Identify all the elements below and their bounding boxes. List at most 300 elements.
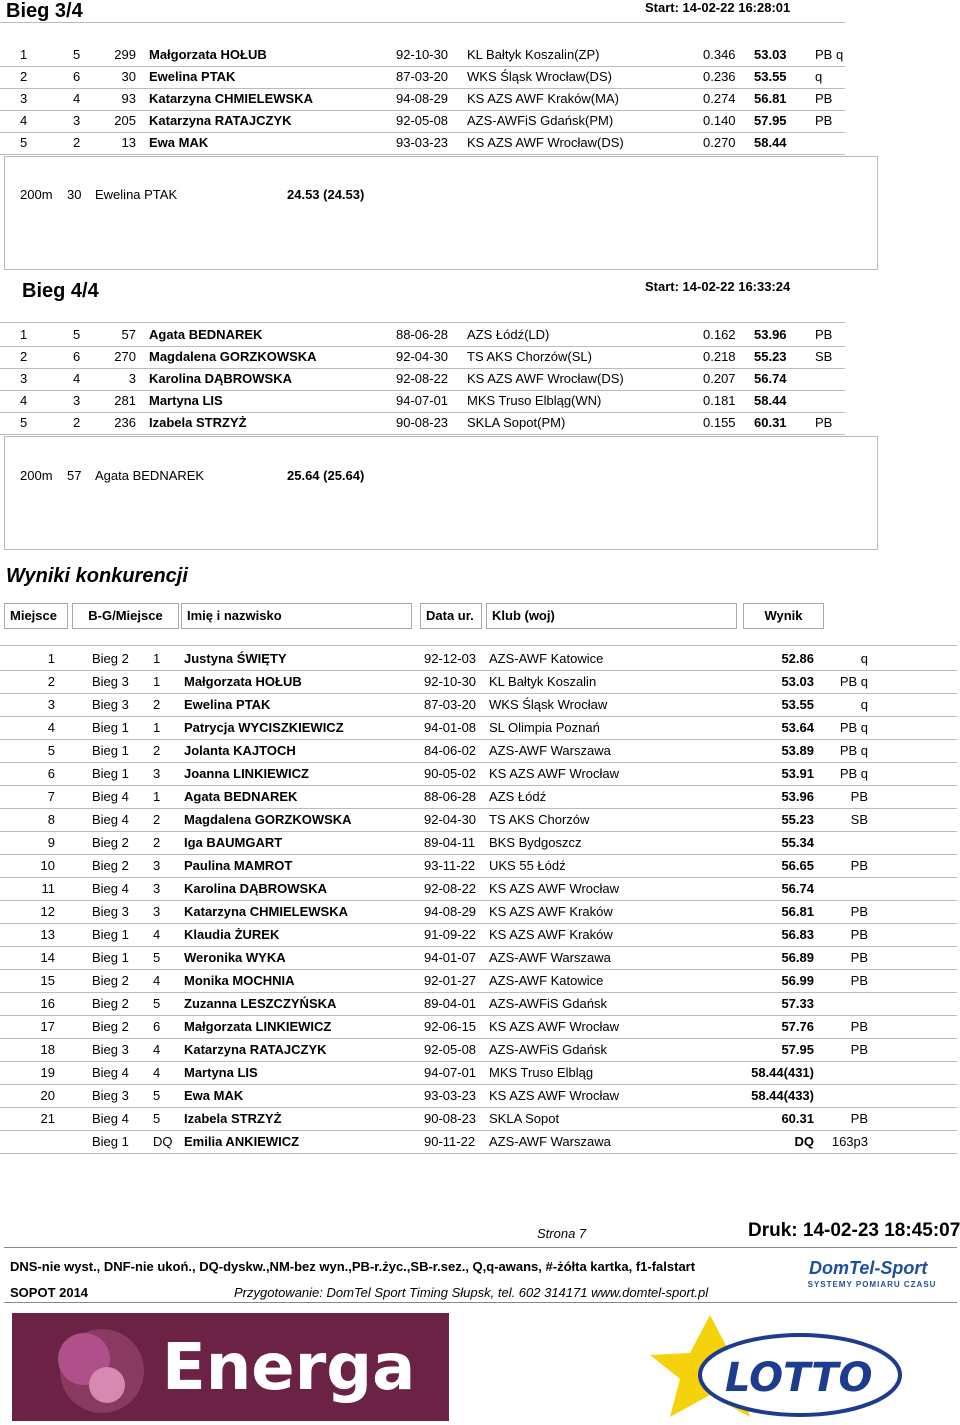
- result-cell-note: PB: [850, 927, 868, 942]
- heat-cell-place: 5: [20, 135, 28, 150]
- result-cell-place: 13: [40, 927, 55, 942]
- result-cell-heat: Bieg 2: [92, 1019, 129, 1034]
- heat-cell-result: 60.31: [754, 415, 787, 430]
- heat-cell-dob: 90-08-23: [396, 415, 449, 430]
- heat-cell-dob: 87-03-20: [396, 69, 449, 84]
- result-cell-club: AZS-AWF Warszawa: [489, 950, 611, 965]
- result-cell-place: 15: [40, 973, 55, 988]
- heat-cell-bib: 299: [114, 47, 136, 62]
- result-cell-club: UKS 55 Łódź: [489, 858, 566, 873]
- heat-cell-rt: 0.207: [703, 371, 736, 386]
- result-cell-result: 56.74: [781, 881, 814, 896]
- heat-cell-place: 5: [20, 415, 28, 430]
- heat-cell-name: Małgorzata HOŁUB: [149, 47, 267, 62]
- heat-cell-club: KS AZS AWF Wrocław(DS): [467, 371, 624, 386]
- result-cell-club: KS AZS AWF Wrocław: [489, 1019, 620, 1034]
- col-header-result: Wynik: [743, 603, 824, 629]
- heat-cell-club: TS AKS Chorzów(SL): [467, 349, 592, 364]
- result-cell-heat: Bieg 2: [92, 973, 129, 988]
- result-cell-place: 10: [40, 858, 55, 873]
- heat-cell-rt: 0.181: [703, 393, 736, 408]
- heat-4-start-time: Start: 14-02-22 16:33:24: [645, 279, 791, 294]
- heat-cell-bib: 236: [114, 415, 136, 430]
- heat-cell-dob: 93-03-23: [396, 135, 449, 150]
- table-row: [0, 1084, 957, 1108]
- result-cell-dob: 92-04-30: [424, 812, 477, 827]
- table-row: [0, 716, 957, 740]
- table-row: [0, 831, 957, 855]
- heat-cell-place: 2: [20, 69, 28, 84]
- result-cell-heat: Bieg 1: [92, 950, 129, 965]
- result-cell-heat: Bieg 2: [92, 858, 129, 873]
- heat-cell-lane: 2: [73, 415, 81, 430]
- result-cell-name: Patrycja WYCISZKIEWICZ: [184, 720, 344, 735]
- result-cell-heat: Bieg 4: [92, 812, 129, 827]
- table-row: [0, 969, 957, 993]
- result-cell-name: Ewa MAK: [184, 1088, 244, 1103]
- result-cell-note: PB: [850, 789, 868, 804]
- result-cell-result: 55.23: [781, 812, 814, 827]
- heat-cell-lane: 3: [73, 113, 81, 128]
- col-header-club: Klub (woj): [486, 603, 737, 629]
- result-cell-heat: Bieg 4: [92, 1111, 129, 1126]
- heat-cell-place: 1: [20, 47, 28, 62]
- heat-cell-bib: 270: [114, 349, 136, 364]
- result-cell-hp: 3: [153, 766, 161, 781]
- result-cell-name: Agata BEDNAREK: [184, 789, 298, 804]
- heat-cell-result: 58.44: [754, 393, 787, 408]
- result-cell-hp: 4: [153, 1042, 161, 1057]
- result-cell-hp: 1: [153, 651, 161, 666]
- heat-cell-note: PB: [815, 327, 833, 342]
- result-cell-note: 163p3: [831, 1134, 868, 1149]
- page-number: Strona 7: [537, 1226, 587, 1241]
- result-cell-club: AZS-AWF Warszawa: [489, 743, 611, 758]
- result-cell-name: Ewelina PTAK: [184, 697, 271, 712]
- split-bib: 30: [67, 187, 82, 202]
- heat-cell-club: KS AZS AWF Kraków(MA): [467, 91, 619, 106]
- split-name: Agata BEDNAREK: [95, 468, 205, 483]
- heat-row: [0, 66, 845, 89]
- result-cell-name: Izabela STRZYŻ: [184, 1111, 282, 1126]
- heat-cell-bib: 30: [121, 69, 136, 84]
- table-row: [0, 1130, 957, 1154]
- result-cell-hp: 5: [153, 996, 161, 1011]
- heat-cell-place: 3: [20, 91, 28, 106]
- heat-cell-result: 53.03: [754, 47, 787, 62]
- result-cell-name: Monika MOCHNIA: [184, 973, 295, 988]
- heat-cell-lane: 2: [73, 135, 81, 150]
- heat-cell-rt: 0.140: [703, 113, 736, 128]
- table-row: [0, 647, 957, 671]
- heat-row: [0, 110, 845, 133]
- result-cell-club: AZS-AWFiS Gdańsk: [489, 996, 607, 1011]
- result-cell-place: 6: [47, 766, 55, 781]
- result-cell-dob: 92-05-08: [424, 1042, 477, 1057]
- heat-cell-rt: 0.155: [703, 415, 736, 430]
- result-cell-heat: Bieg 2: [92, 996, 129, 1011]
- result-cell-name: Katarzyna RATAJCZYK: [184, 1042, 327, 1057]
- result-cell-club: SL Olimpia Poznań: [489, 720, 600, 735]
- result-cell-note: PB: [850, 858, 868, 873]
- result-cell-dob: 94-01-07: [424, 950, 477, 965]
- result-cell-club: AZS-AWFiS Gdańsk: [489, 1042, 607, 1057]
- result-cell-name: Magdalena GORZKOWSKA: [184, 812, 352, 827]
- result-cell-place: 4: [47, 720, 55, 735]
- table-row: [0, 808, 957, 832]
- domtel-logo: [797, 1258, 952, 1292]
- result-cell-hp: 1: [153, 720, 161, 735]
- heat-cell-result: 58.44: [754, 135, 787, 150]
- print-timestamp: Druk: 14-02-23 18:45:07: [748, 1220, 960, 1241]
- divider: [0, 645, 957, 646]
- result-cell-hp: 2: [153, 812, 161, 827]
- result-cell-dob: 94-07-01: [424, 1065, 477, 1080]
- heat-row: [0, 132, 845, 155]
- heat-row: [0, 324, 845, 347]
- heat-cell-place: 4: [20, 113, 28, 128]
- divider: [0, 322, 845, 323]
- heat-cell-bib: 205: [114, 113, 136, 128]
- result-cell-note: PB: [850, 904, 868, 919]
- split-time: 25.64 (25.64): [287, 468, 365, 483]
- heat-cell-bib: 57: [121, 327, 136, 342]
- result-cell-name: Małgorzata HOŁUB: [184, 674, 302, 689]
- result-cell-club: TS AKS Chorzów: [489, 812, 590, 827]
- result-cell-club: KS AZS AWF Wrocław: [489, 766, 620, 781]
- result-cell-result: 57.33: [781, 996, 814, 1011]
- result-cell-dob: 93-03-23: [424, 1088, 477, 1103]
- heat-cell-lane: 5: [73, 47, 81, 62]
- heat-row: [0, 368, 845, 391]
- result-cell-place: 20: [40, 1088, 55, 1103]
- table-row: [0, 900, 957, 924]
- result-cell-name: Joanna LINKIEWICZ: [184, 766, 309, 781]
- heat-cell-rt: 0.162: [703, 327, 736, 342]
- result-cell-place: 19: [40, 1065, 55, 1080]
- result-cell-result: 56.65: [781, 858, 814, 873]
- result-cell-place: 16: [40, 996, 55, 1011]
- event-name: SOPOT 2014: [10, 1285, 89, 1300]
- heat-cell-rt: 0.236: [703, 69, 736, 84]
- result-cell-note: PB: [850, 950, 868, 965]
- result-cell-place: 7: [47, 789, 55, 804]
- heat-cell-result: 56.81: [754, 91, 787, 106]
- result-cell-hp: 4: [153, 1065, 161, 1080]
- result-cell-place: 17: [40, 1019, 55, 1034]
- heat-cell-lane: 6: [73, 69, 81, 84]
- split-distance: 200m: [20, 187, 53, 202]
- results-title: Wyniki konkurencji: [6, 565, 188, 587]
- result-cell-hp: 4: [153, 927, 161, 942]
- result-cell-dob: 89-04-11: [424, 835, 476, 850]
- heat-cell-name: Martyna LIS: [149, 393, 223, 408]
- result-cell-hp: 2: [153, 743, 161, 758]
- heat-cell-lane: 5: [73, 327, 81, 342]
- result-cell-hp: 2: [153, 835, 161, 850]
- table-row: [0, 854, 957, 878]
- table-row: [0, 693, 957, 717]
- heat-cell-bib: 3: [128, 371, 136, 386]
- table-row: [0, 762, 957, 786]
- result-cell-dob: 92-06-15: [424, 1019, 477, 1034]
- result-cell-result: 57.76: [781, 1019, 814, 1034]
- heat-cell-club: SKLA Sopot(PM): [467, 415, 566, 430]
- energa-logo-text: Energa: [162, 1331, 416, 1405]
- result-cell-hp: 5: [153, 1088, 161, 1103]
- result-cell-hp: 5: [153, 950, 161, 965]
- heat-row: [0, 346, 845, 369]
- result-cell-place: 9: [47, 835, 55, 850]
- result-cell-club: KS AZS AWF Kraków: [489, 904, 613, 919]
- result-cell-name: Zuzanna LESZCZYŃSKA: [184, 996, 337, 1011]
- heat-cell-place: 3: [20, 371, 28, 386]
- result-cell-heat: Bieg 1: [92, 743, 129, 758]
- result-cell-hp: DQ: [153, 1134, 173, 1149]
- result-cell-result: 53.89: [781, 743, 814, 758]
- heat-cell-name: Karolina DĄBROWSKA: [149, 371, 293, 386]
- result-cell-heat: Bieg 3: [92, 1042, 129, 1057]
- heat-cell-dob: 92-10-30: [396, 47, 449, 62]
- result-cell-club: SKLA Sopot: [489, 1111, 560, 1126]
- result-cell-dob: 89-04-01: [424, 996, 477, 1011]
- heat-row: [0, 88, 845, 111]
- split-time: 24.53 (24.53): [287, 187, 365, 202]
- heat-row: [0, 412, 845, 435]
- heat-cell-bib: 281: [114, 393, 136, 408]
- table-row: [0, 1038, 957, 1062]
- result-cell-place: 2: [47, 674, 55, 689]
- result-cell-name: Justyna ŚWIĘTY: [184, 651, 287, 666]
- heat-cell-bib: 93: [121, 91, 136, 106]
- result-cell-place: 8: [47, 812, 55, 827]
- col-header-dob: Data ur.: [420, 603, 482, 629]
- heat-cell-place: 1: [20, 327, 28, 342]
- result-cell-heat: Bieg 2: [92, 651, 129, 666]
- heat-cell-lane: 3: [73, 393, 81, 408]
- heat-cell-rt: 0.274: [703, 91, 736, 106]
- result-cell-heat: Bieg 3: [92, 1088, 129, 1103]
- result-cell-club: BKS Bydgoszcz: [489, 835, 582, 850]
- energa-banner: [12, 1313, 449, 1421]
- heat-cell-name: Katarzyna RATAJCZYK: [149, 113, 292, 128]
- result-cell-dob: 93-11-22: [424, 858, 476, 873]
- result-cell-dob: 91-09-22: [424, 927, 477, 942]
- heat-cell-dob: 94-08-29: [396, 91, 449, 106]
- result-cell-result: 55.34: [781, 835, 814, 850]
- result-cell-dob: 92-12-03: [424, 651, 477, 666]
- heat-cell-note: PB: [815, 91, 833, 106]
- abbreviation-legend: DNS-nie wyst., DNF-nie ukoń., DQ-dyskw.,NM-bez wyn.,PB-r.życ.,SB-r.sez., Q,q-awans, #-żółta kartka, f1-falstart: [10, 1259, 696, 1274]
- result-cell-heat: Bieg 1: [92, 766, 129, 781]
- heat-cell-dob: 88-06-28: [396, 327, 449, 342]
- heat-cell-place: 2: [20, 349, 28, 364]
- result-cell-heat: Bieg 3: [92, 904, 129, 919]
- result-cell-place: 3: [47, 697, 55, 712]
- result-cell-result: 56.99: [781, 973, 814, 988]
- result-cell-result: DQ: [794, 1134, 814, 1149]
- heat-cell-name: Ewelina PTAK: [149, 69, 236, 84]
- result-cell-name: Iga BAUMGART: [184, 835, 283, 850]
- result-cell-name: Jolanta KAJTOCH: [184, 743, 296, 758]
- table-row: [0, 923, 957, 947]
- result-cell-result: 56.83: [781, 927, 814, 942]
- result-cell-note: SB: [850, 812, 868, 827]
- heat-cell-result: 56.74: [754, 371, 787, 386]
- heat-cell-club: MKS Truso Elbląg(WN): [467, 393, 602, 408]
- result-cell-result: 53.91: [781, 766, 814, 781]
- result-cell-club: KS AZS AWF Wrocław: [489, 1088, 620, 1103]
- result-cell-result: 53.03: [781, 674, 814, 689]
- result-cell-result: 56.81: [781, 904, 814, 919]
- split-distance: 200m: [20, 468, 53, 483]
- table-row: [0, 670, 957, 694]
- result-cell-dob: 84-06-02: [424, 743, 477, 758]
- result-cell-result: 57.95: [781, 1042, 814, 1057]
- result-cell-club: KL Bałtyk Koszalin: [489, 674, 597, 689]
- table-row: [0, 992, 957, 1016]
- result-cell-dob: 90-08-23: [424, 1111, 477, 1126]
- result-cell-dob: 94-08-29: [424, 904, 477, 919]
- result-cell-club: KS AZS AWF Wrocław: [489, 881, 620, 896]
- result-cell-dob: 92-10-30: [424, 674, 477, 689]
- result-cell-place: 14: [40, 950, 55, 965]
- heat-cell-dob: 92-05-08: [396, 113, 449, 128]
- heat-cell-result: 53.55: [754, 69, 787, 84]
- result-cell-club: KS AZS AWF Kraków: [489, 927, 613, 942]
- heat-cell-result: 57.95: [754, 113, 787, 128]
- heat-3-split-box: [4, 156, 878, 270]
- heat-cell-club: AZS-AWFiS Gdańsk(PM): [467, 113, 614, 128]
- result-cell-hp: 4: [153, 973, 161, 988]
- domtel-logo-subtitle: SYSTEMY POMIARU CZASU: [807, 1280, 937, 1289]
- heat-cell-name: Magdalena GORZKOWSKA: [149, 349, 317, 364]
- result-cell-dob: 94-01-08: [424, 720, 477, 735]
- result-cell-heat: Bieg 4: [92, 789, 129, 804]
- result-cell-note: PB: [850, 973, 868, 988]
- result-cell-dob: 92-01-27: [424, 973, 477, 988]
- domtel-logo-text: DomTel-Sport: [809, 1258, 928, 1278]
- result-cell-hp: 3: [153, 858, 161, 873]
- heat-cell-name: Agata BEDNAREK: [149, 327, 263, 342]
- result-cell-name: Martyna LIS: [184, 1065, 258, 1080]
- result-cell-note: q: [860, 651, 868, 666]
- table-row: [0, 739, 957, 763]
- heat-cell-name: Ewa MAK: [149, 135, 209, 150]
- result-cell-club: AZS-AWF Warszawa: [489, 1134, 611, 1149]
- result-cell-result: 53.64: [781, 720, 814, 735]
- heat-cell-note: SB: [815, 349, 833, 364]
- result-cell-hp: 1: [153, 789, 161, 804]
- result-cell-dob: 92-08-22: [424, 881, 477, 896]
- result-cell-place: 12: [40, 904, 55, 919]
- table-row: [0, 785, 957, 809]
- result-cell-dob: 87-03-20: [424, 697, 477, 712]
- result-cell-hp: 6: [153, 1019, 161, 1034]
- result-cell-hp: 3: [153, 904, 161, 919]
- result-cell-hp: 3: [153, 881, 161, 896]
- result-cell-heat: Bieg 2: [92, 835, 129, 850]
- result-cell-heat: Bieg 1: [92, 1134, 129, 1149]
- heat-cell-rt: 0.270: [703, 135, 736, 150]
- table-row: [0, 1015, 957, 1039]
- result-cell-hp: 5: [153, 1111, 161, 1126]
- heat-cell-result: 55.23: [754, 349, 787, 364]
- result-cell-place: 21: [40, 1111, 55, 1126]
- heat-3-title: Bieg 3/4: [6, 0, 83, 22]
- result-cell-result: 53.96: [781, 789, 814, 804]
- heat-cell-dob: 92-04-30: [396, 349, 449, 364]
- result-cell-name: Emilia ANKIEWICZ: [184, 1134, 300, 1149]
- result-cell-club: AZS Łódź: [489, 789, 547, 804]
- heat-cell-note: q: [815, 69, 823, 84]
- result-cell-note: q: [860, 697, 868, 712]
- result-cell-heat: Bieg 3: [92, 697, 129, 712]
- col-header-heat: B-G/Miejsce: [72, 603, 179, 629]
- result-cell-dob: 88-06-28: [424, 789, 477, 804]
- divider: [0, 22, 845, 23]
- lotto-logo-text: LOTTO: [725, 1355, 873, 1401]
- result-cell-name: Klaudia ŻUREK: [184, 927, 280, 942]
- result-cell-note: PB: [850, 1042, 868, 1057]
- heat-cell-club: AZS Łódź(LD): [467, 327, 550, 342]
- result-cell-result: 56.89: [781, 950, 814, 965]
- result-cell-result: 58.44(433): [751, 1088, 814, 1103]
- split-name: Ewelina PTAK: [95, 187, 178, 202]
- table-row: [0, 946, 957, 970]
- result-cell-club: AZS-AWF Katowice: [489, 973, 604, 988]
- heat-cell-lane: 6: [73, 349, 81, 364]
- heat-row: [0, 390, 845, 413]
- result-cell-note: PB q: [839, 743, 868, 758]
- result-cell-heat: Bieg 1: [92, 927, 129, 942]
- result-cell-note: PB q: [839, 766, 868, 781]
- heat-cell-dob: 92-08-22: [396, 371, 449, 386]
- heat-cell-club: KS AZS AWF Wrocław(DS): [467, 135, 624, 150]
- result-cell-heat: Bieg 4: [92, 881, 129, 896]
- prepared-by: Przygotowanie: DomTel Sport Timing Słupsk, tel. 602 314171 www.domtel-sport.pl: [234, 1285, 709, 1300]
- result-cell-note: PB: [850, 1111, 868, 1126]
- result-cell-result: 58.44(431): [751, 1065, 814, 1080]
- heat-cell-note: PB q: [815, 47, 844, 62]
- heat-cell-lane: 4: [73, 91, 81, 106]
- heat-cell-name: Izabela STRZYŻ: [149, 415, 247, 430]
- heat-cell-rt: 0.346: [703, 47, 736, 62]
- result-cell-place: 1: [47, 651, 55, 666]
- split-bib: 57: [67, 468, 82, 483]
- result-cell-name: Katarzyna CHMIELEWSKA: [184, 904, 348, 919]
- heat-4-split-box: [4, 436, 878, 550]
- divider: [4, 1302, 957, 1303]
- col-header-name: Imię i nazwisko: [181, 603, 412, 629]
- result-cell-dob: 90-05-02: [424, 766, 477, 781]
- heat-cell-dob: 94-07-01: [396, 393, 449, 408]
- result-cell-name: Paulina MAMROT: [184, 858, 293, 873]
- col-header-place: Miejsce: [4, 603, 68, 629]
- result-cell-heat: Bieg 1: [92, 720, 129, 735]
- heat-row: [0, 44, 845, 67]
- heat-cell-lane: 4: [73, 371, 81, 386]
- divider: [4, 1247, 957, 1248]
- result-cell-name: Weronika WYKA: [184, 950, 286, 965]
- heat-4-title: Bieg 4/4: [22, 280, 99, 302]
- result-cell-hp: 2: [153, 697, 161, 712]
- heat-cell-result: 53.96: [754, 327, 787, 342]
- result-cell-note: PB q: [839, 674, 868, 689]
- heat-cell-name: Katarzyna CHMIELEWSKA: [149, 91, 313, 106]
- result-cell-name: Małgorzata LINKIEWICZ: [184, 1019, 332, 1034]
- result-cell-result: 53.55: [781, 697, 814, 712]
